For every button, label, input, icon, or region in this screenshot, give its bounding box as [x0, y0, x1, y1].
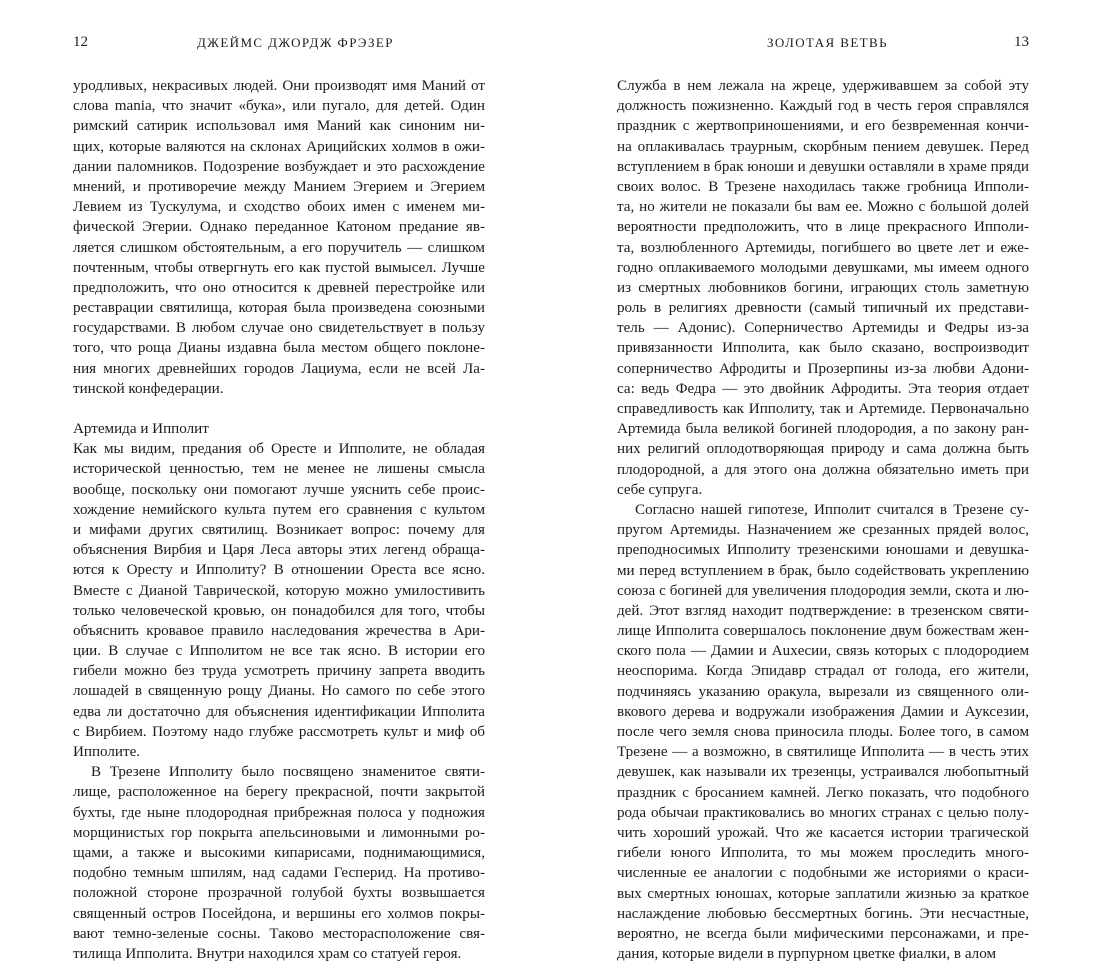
- text-line: после чего земля снова приносила плоды. Более того, в самом: [617, 724, 1029, 740]
- text-line: чить хороший урожай. Что же касается истории трагической: [617, 824, 1029, 841]
- text-line: с Вирбием. Поэтому надо глубже рассмотреть культ и миф об: [73, 723, 485, 740]
- text-line: справедливость как Ипполиту, так и Артемиде. Первоначально: [617, 401, 1029, 417]
- text-line: рода обычаи практиковались во многих странах с целью полу-: [617, 804, 1029, 821]
- text-line: себе супруга.: [617, 481, 703, 498]
- text-line: едва ли достаточно для объяснения идентификации Ипполита: [73, 703, 485, 720]
- section-gap: [73, 399, 485, 419]
- text-line: неоспорима. Когда Эпидавр страдал от голода, его жители,: [617, 663, 1029, 680]
- text-line: только человеческой кровью, он понадобился для того, чтобы: [73, 602, 485, 619]
- text-line: вых смертных юношах, которые заплатили жизнью за краткое: [617, 885, 1029, 902]
- text-line: лошадей в священную рощу Дианы. Но самого по себе этого: [73, 683, 485, 700]
- text-line: тель — Адонис). Соперничество Артемиды и Федры из-за: [617, 320, 1029, 337]
- text-line: роль в религиях древности (самый типичный их представи-: [617, 300, 1029, 317]
- text-line: и мифами других святилищ. Возникает вопрос: почему для: [73, 521, 485, 538]
- paragraph: [617, 76, 1029, 500]
- text-line: исторической ценностью, тем не менее не лишены смысла: [73, 461, 485, 478]
- text-line: римский сатирик использовал имя Маний как синоним ни-: [73, 118, 485, 135]
- text-line: ляется слишком обстоятельным, а его поручитель — слишком: [73, 239, 485, 256]
- text-line: численные ее аналогии с подобными же историями о краси-: [617, 865, 1029, 882]
- paragraph: [73, 76, 485, 399]
- text-line: Как мы видим, предания об Оресте и Ипполите, не обладая: [73, 441, 485, 458]
- text-line: того, что роща Дианы издавна была местом общего поклоне-: [73, 340, 485, 357]
- text-line: Ипполите.: [73, 744, 141, 760]
- text-line: лище Ипполита совершалось поклонение двум божествам жен-: [617, 623, 1029, 640]
- running-head: ДЖЕЙМС ДЖОРДЖ ФРЭЗЕР: [197, 35, 394, 50]
- text-line: объяснения Вирбия и Царя Леса авторы этих легенд обраща-: [73, 542, 485, 559]
- text-line: своих волос. В Трезене находилась также гробница Ипполи-: [617, 178, 1029, 195]
- text-line: объяснить кровавое правило наследования жречества в Ари-: [73, 622, 485, 639]
- text-line: из смертных любовников богини, играющих столь заметную: [617, 279, 1029, 296]
- text-line: бухты, где ныне плодородная прибрежная полоса у подножия: [73, 804, 485, 821]
- text-line: священный остров Посейдона, и вершины его холмов покры-: [73, 905, 485, 922]
- text-line: вероятности предположить, что в лице прекрасного Ипполи-: [617, 219, 1029, 236]
- text-line: годно оплакиваемого молодыми девушками, мы имеем одного: [617, 259, 1029, 276]
- text-line: реставрации святилища, которая была произведена союзными: [73, 300, 485, 317]
- text-line: девушек, как называли их трезенцы, устраивался любопытный: [617, 764, 1029, 781]
- text-line: ния многих древнейших городов Лациума, если не всей Ла-: [73, 360, 485, 377]
- text-line: фической Эгерии. Однако переданное Катоном предание яв-: [73, 219, 485, 236]
- text-line: гибели можно без труда усмотреть причину запрета вводить: [73, 663, 485, 680]
- text-line: щами, а также и высокими кипарисами, поднимающимися,: [73, 844, 485, 861]
- text-line: почтенным, чтобы отвергнуть его как пустой вымысел. Лучше: [73, 259, 485, 276]
- text-line: тинской конфедерации.: [73, 380, 224, 397]
- text-line: мнений, и противоречие между Манием Эгерием и Эгерием: [73, 178, 485, 195]
- text-line: предположить, что оно относится к древней перестройке или: [73, 279, 485, 296]
- text-line: лище, расположенное на берегу прекрасной, почти закрытой: [73, 784, 485, 801]
- right-page-header: [617, 34, 1029, 54]
- text-line: вают темно-зеленые сосны. Таково месторасположение свя-: [73, 925, 485, 942]
- paragraph: [73, 762, 485, 964]
- text-line: ются к Оресту и Ипполиту? В отношении Ореста все ясно.: [73, 562, 485, 579]
- text-line: соперничество Афродиты и Прозерпины из-за любви Адони-: [617, 360, 1029, 377]
- text-line: наслаждение любовью бессмертных богинь. Эти несчастные,: [617, 905, 1029, 922]
- text-line: слова mania, что значит «бука», или пугало, для детей. Один: [73, 98, 485, 115]
- text-line: ского пола — Дамии и Auxecии, связь которых с плодородием: [617, 643, 1029, 660]
- text-line: привязанности Ипполита, как было сказано, воспроизводит: [617, 340, 1029, 357]
- text-line: плодородной, а для этого она должна обязательно иметь при: [617, 461, 1029, 478]
- text-line: Левием из Тускулума, и сходство обоих имен с именем ми-: [73, 199, 485, 216]
- text-line: государствами. В любом случае оно свидетельствует в пользу: [73, 320, 485, 337]
- text-line: дей. Этот взгляд находит подтверждение: в трезенском святи-: [617, 602, 1029, 619]
- text-line: дания, которые видели в пурпурном цветке фиалки, в алом: [617, 946, 997, 963]
- text-line: Вместе с Дианой Таврической, которую можно умилостивить: [73, 582, 485, 599]
- text-line: союза с богиней для увеличения плодородия земли, скота и лю-: [617, 582, 1029, 599]
- text-line: гибели юного Ипполита, то мы можем проследить много-: [617, 845, 1029, 862]
- text-line: та, но жители не показали бы вам ее. Можно с большой долей: [617, 199, 1029, 216]
- text-line: пругом Артемиды. Назначением же срезанных прядей волос,: [617, 522, 1029, 539]
- text-line: Служба в нем лежала на жреце, удерживавшем за собой эту: [617, 78, 1029, 94]
- text-line: морщинистых гор покрыта апельсиновыми и лимонными ро-: [73, 824, 485, 841]
- right-page-body: [617, 76, 1029, 964]
- text-line: щих, которые валяются на склонах Арицийских холмов в ожи-: [73, 138, 485, 155]
- text-line: Трезене — а возможно, в святилище Ипполита — в честь этих: [617, 744, 1029, 761]
- text-line: хождение немийского культа путем его сравнения с культом: [73, 501, 485, 518]
- text-line: преподносимых Ипполиту трезенскими юношами и девушка-: [617, 542, 1029, 559]
- text-line: подчиняясь указанию оракула, вырезали из священного оли-: [617, 683, 1029, 700]
- left-page-header: [73, 34, 485, 54]
- text-line: вступлением в брак юноши и девушки оставляли в храме пряди: [617, 158, 1029, 175]
- text-line: В Трезене Ипполиту было посвящено знаменитое святи-: [91, 764, 485, 781]
- text-line: са: ведь Федра — это двойник Афродиты. Эта теория отдает: [617, 380, 1029, 397]
- page-number: 13: [1014, 34, 1029, 50]
- section-heading: Артемида и Ипполит: [73, 421, 209, 437]
- right-page: [617, 0, 1029, 963]
- text-line: тилища Ипполита. Внутри находился храм со статуей героя.: [73, 945, 462, 962]
- text-line: ми перед вступлением в брак, было содействовать укреплению: [617, 562, 1029, 579]
- text-line: уродливых, некрасивых людей. Они производят имя Маний от: [73, 78, 485, 94]
- text-line: Артемида была великой богиней плодородия, а по закону ран-: [617, 421, 1029, 438]
- paragraph: [73, 439, 485, 762]
- text-line: вероятно, не всегда были мифическими персонажами, и пре-: [617, 925, 1029, 942]
- text-line: Согласно нашей гипотезе, Ипполит считался в Трезене су-: [635, 501, 1029, 518]
- running-head: ЗОЛОТАЯ ВЕТВЬ: [767, 35, 888, 50]
- text-line: дании паломников. Подозрение возбуждает и это расхождение: [73, 158, 485, 175]
- text-line: праздник с жертвоприношениями, и его безвременная кончи-: [617, 118, 1029, 135]
- text-line: ции. В случае с Ипполитом не все так ясно. В истории его: [73, 643, 485, 660]
- paragraph: [617, 500, 1029, 964]
- page-number: 12: [73, 34, 88, 50]
- text-line: положной стороне прозрачной голубой бухты возвышается: [73, 885, 485, 902]
- text-line: подобно темным шпилям, над садами Гесперид. На противо-: [73, 865, 485, 882]
- left-page-body: [73, 76, 485, 964]
- text-line: та, возлюбленного Артемиды, погибшего во цвете лет и еже-: [617, 239, 1029, 256]
- text-line: на оплакивалась траурным, скорбным пением девушек. Перед: [617, 138, 1029, 155]
- text-line: должность пожизненно. Каждый год в честь героя справлялся: [617, 98, 1029, 115]
- text-line: вообще, поскольку они помогают лучше уяснить себе проис-: [73, 481, 485, 498]
- text-line: праздник с бросанием камней. Легко показать, что подобного: [617, 784, 1029, 801]
- text-line: них религий оплодотворяющая природу и сама должна быть: [617, 441, 1029, 458]
- text-line: вкового дерева и водружали изображения Дамии и Ауксезии,: [617, 703, 1029, 720]
- left-page: [73, 0, 485, 962]
